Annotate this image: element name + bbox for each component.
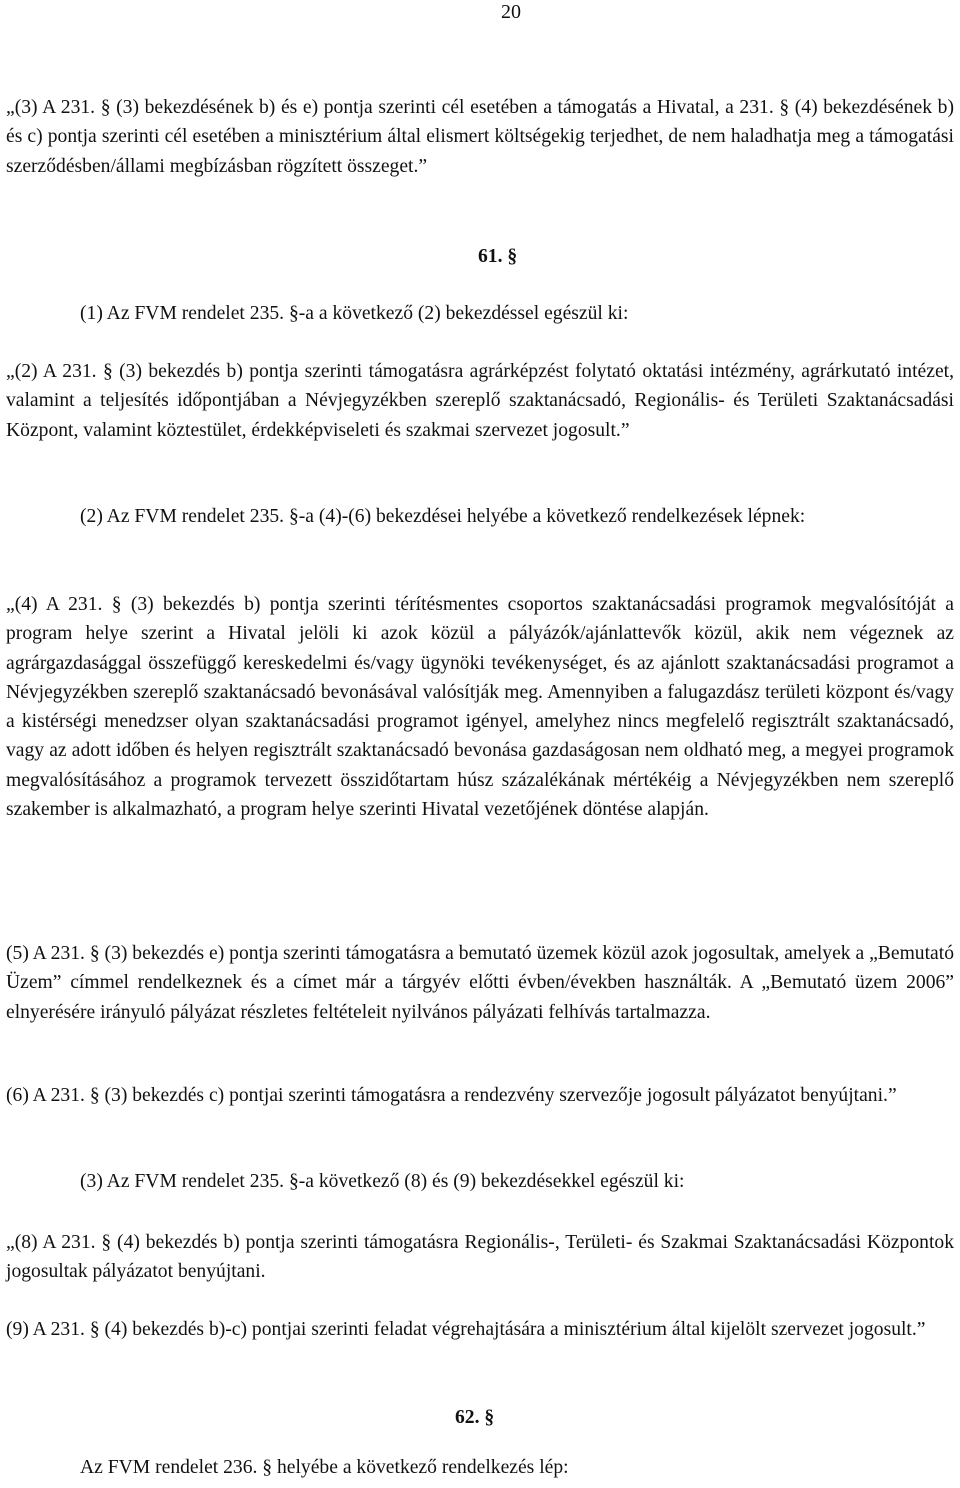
paragraph-3-a-231: „(3) A 231. § (3) bekezdésének b) és e) pontja szerinti cél esetében a támogatás a Hivatal, a 231. § (4) bekezdésének b) és c) pontja szerinti cél esetében a minisztérium által elismert költségekig terjedhet, de nem haladhatja meg a támogatási szerződésben/állami megbízásban rögzített összeget.” — [6, 97, 954, 177]
section-61-heading: 61. § — [478, 246, 518, 267]
paragraph-4-a-231: „(4) A 231. § (3) bekezdés b) pontja szerinti térítésmentes csoportos szaktanácsadási programok megvalósítóját a program helye szerint a Hivatal jelöli ki azok közül a pályázók/ajánlattevők közül, akik nem végeznek az agrárgazdasággal összefüggő kereskedelmi és/vagy ügynöki tevékenységet, és az ajánlott szaktanácsadási programot a Névjegyzékben szereplő szaktanácsadó bevonásával valósítják meg. Amennyiben a falugazdász területi központ és/vagy a kistérségi menedzser olyan szaktanácsadási programot igényel, amelyhez nincs megfelelő regisztrált szaktanácsadó, vagy az adott időben és helyen regisztrált szaktanácsadó bevonása gazdaságosan nem oldható meg, a megyei programok megvalósításához a programok tervezett összidőtartam húsz százalékának mértékéig a Névjegyzékben nem szereplő szakember is alkalmazható, a program helye szerinti Hivatal vezetőjének döntése alapján. — [6, 594, 954, 821]
paragraph-9-a-231: (9) A 231. § (4) bekezdés b)-c) pontjai szerinti feladat végrehajtására a minisztérium által kijelölt szervezet jogosult.” — [6, 1319, 926, 1340]
amendment-2-intro: (2) Az FVM rendelet 235. §-a (4)-(6) bekezdései helyébe a következő rendelkezések lépnek: — [80, 506, 806, 527]
paragraph-5-a-231: (5) A 231. § (3) bekezdés e) pontja szerinti támogatásra a bemutató üzemek közül azok jogosultak, amelyek a „Bemutató Üzem” címmel rendelkeznek és a címet már a tárgyév előtti évben/években használták. A „Bemutató üzem 2006” elnyerésére irányuló pályázat részletes feltételeit nyilvános pályázati felhívás tartalmazza. — [6, 943, 954, 1023]
paragraph-2-a-231: „(2) A 231. § (3) bekezdés b) pontja szerinti támogatásra agrárképzést folytató oktatási intézmény, agrárkutató intézet, valamint a teljesítés időpontjában a Névjegyzékben szereplő szaktanácsadó, Regionális- és Területi Szaktanácsadási Központ, valamint köztestület, érdekképviseleti és szakmai szervezet jogosult.” — [6, 361, 954, 441]
section-62-heading: 62. § — [455, 1407, 495, 1428]
amendment-1-intro: (1) Az FVM rendelet 235. §-a a következő (2) bekezdéssel egészül ki: — [80, 303, 629, 324]
page-number: 20 — [501, 1, 521, 23]
paragraph-6-a-231: (6) A 231. § (3) bekezdés c) pontjai szerinti támogatásra a rendezvény szervezője jogosult pályázatot benyújtani.” — [6, 1085, 897, 1106]
amendment-3-intro: (3) Az FVM rendelet 235. §-a következő (8) és (9) bekezdésekkel egészül ki: — [80, 1171, 685, 1192]
paragraph-8-a-231: „(8) A 231. § (4) bekezdés b) pontja szerinti támogatásra Regionális-, Területi- és Szakmai Szaktanácsadási Központok jogosultak pályázatot benyújtani. — [6, 1232, 954, 1283]
amendment-4-intro: Az FVM rendelet 236. § helyébe a következő rendelkezés lép: — [80, 1457, 569, 1478]
